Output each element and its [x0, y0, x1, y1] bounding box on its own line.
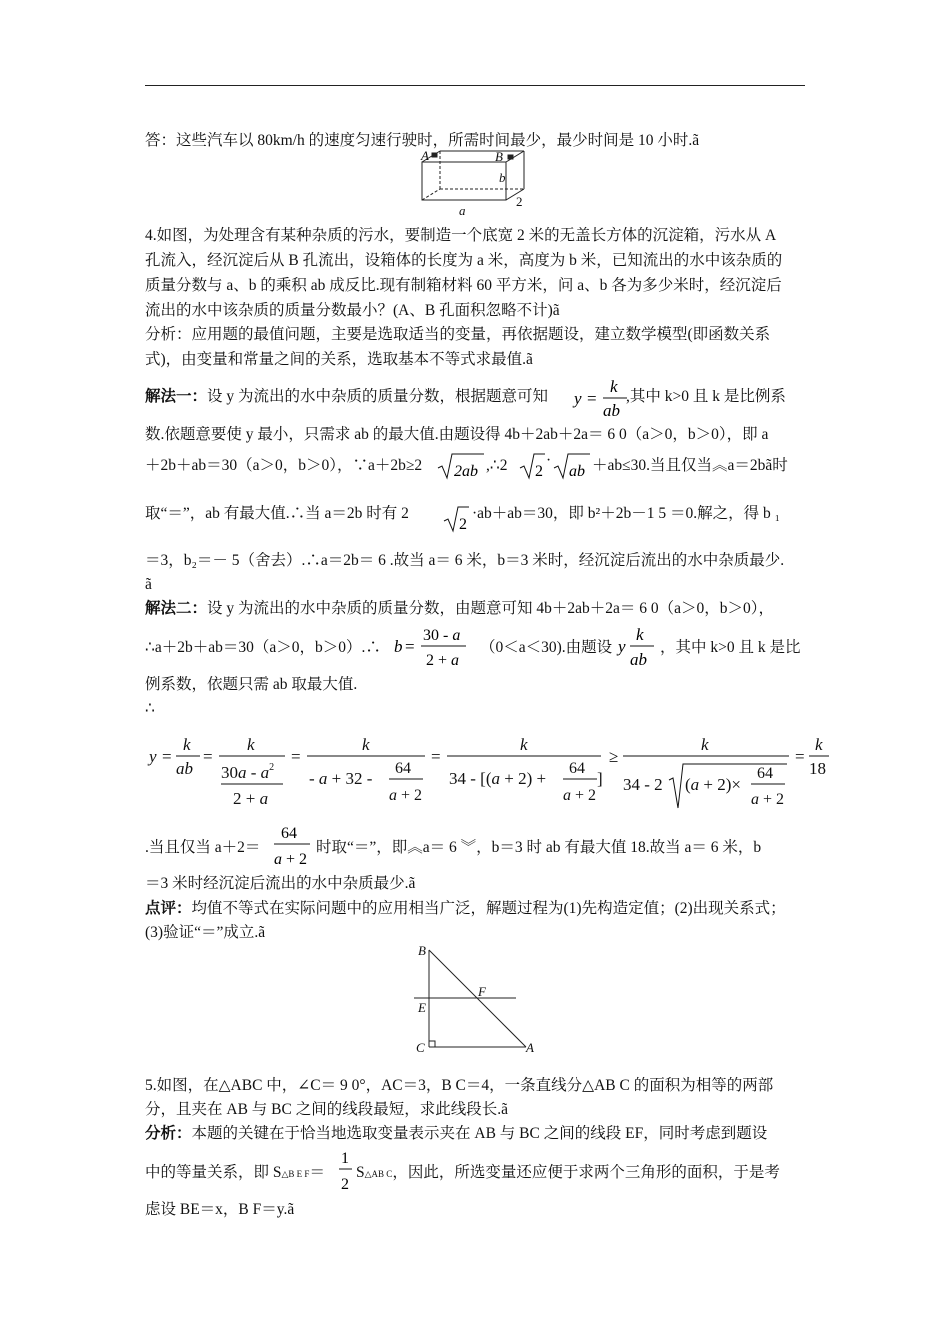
svg-text:2 + a: 2 + a	[233, 789, 269, 808]
svg-text:b: b	[394, 637, 403, 656]
tri-label-c: C	[416, 1040, 425, 1055]
svg-text:k: k	[183, 735, 191, 754]
svg-text:k: k	[636, 625, 644, 644]
m1-label: 解法一：	[145, 388, 208, 405]
svg-text:64: 64	[281, 825, 297, 842]
m1-line-6: ã	[145, 576, 152, 593]
svg-text:18: 18	[809, 759, 826, 778]
p5-a2-prefix: 中的等量关系，即 S	[145, 1164, 282, 1181]
svg-text:1: 1	[341, 1150, 349, 1167]
m2-formula-b	[390, 620, 480, 672]
svg-text:ab: ab	[603, 401, 620, 420]
svg-text:=: =	[203, 747, 213, 766]
box-label-b: b	[499, 170, 506, 185]
m2-label: 解法二：	[145, 600, 208, 617]
svg-text:64: 64	[395, 760, 411, 777]
svg-text:k: k	[520, 735, 528, 754]
svg-text:=: =	[162, 747, 172, 766]
box-label-a-hole: A	[421, 148, 429, 163]
tri-label-f: F	[478, 984, 486, 999]
comment-line-1	[145, 898, 805, 920]
box-label-2: 2	[516, 194, 523, 209]
svg-text:k: k	[362, 735, 370, 754]
m2-last-line: ＝3 米时经沉淀后流出的水中杂质最少.ã	[145, 875, 416, 892]
svg-text:a + 2: a + 2	[751, 791, 785, 808]
svg-text:2: 2	[535, 463, 543, 480]
m2-line-2a: ∴a＋2b＋ab＝30（a＞0，b＞0）.∴	[145, 639, 381, 656]
m2-line-1	[145, 598, 805, 620]
m2-eq-tail2: 时取“＝”，即︽a＝ 6 ︾，b＝3 时 ab 有最大值 18.故当 a＝ 6 米，b	[316, 839, 762, 856]
m1-line-3a: ＋2b＋ab＝30（a＞0，b＞0），∵a＋2b≥2	[145, 457, 423, 474]
p5-a2-s: S	[356, 1164, 365, 1181]
p5-a1-text: 本题的关键在于恰当地选取变量表示夹在 AB 与 BC 之间的线段 EF，同时考虑到题设	[191, 1125, 768, 1142]
p5-analysis-3: 虑设 BE＝x，B F＝y.ã	[145, 1201, 295, 1218]
svg-text:k: k	[610, 377, 618, 396]
p5-analysis-1	[145, 1123, 805, 1145]
svg-text:- a + 32 -: - a + 32 -	[309, 769, 373, 788]
svg-text:=: =	[405, 637, 415, 656]
p5-half-fraction	[338, 1144, 354, 1196]
svg-text:34 - 2: 34 - 2	[623, 775, 663, 794]
m2-formula-y	[614, 620, 664, 672]
svg-text:30 - a: 30 - a	[423, 627, 461, 644]
m1-line-5: ＝3，b₂＝－ 5（舍去）.∴a＝2b＝ 6 .故当 a＝ 6 米，b＝3 米时，经沉淀后流出的水中杂质最少.	[145, 552, 785, 569]
tri-label-a: A	[526, 1040, 534, 1055]
p5-line-1: 5.如图，在△ABC 中，∠C＝ 9 0°，AC＝3，B C＝4，一条直线分△AB C 的面积为相等的两部	[145, 1077, 774, 1094]
m2-frac-64	[270, 818, 314, 870]
m1-line-3c: ＋ab≤30.当且仅当︽a＝2bã时	[592, 457, 788, 474]
comment-line-2: (3)验证“＝”成立.ã	[145, 924, 266, 941]
svg-text:y: y	[618, 637, 626, 656]
box-label-a: a	[459, 203, 466, 218]
svg-text:k: k	[247, 735, 255, 754]
m2-line-2b: （0＜a＜30).由题设	[480, 639, 613, 656]
m1-l1-tail: ,其中 k>0 且 k 是比例系	[626, 388, 786, 405]
p5-a2-eq: ＝	[309, 1164, 325, 1181]
p5-a2-sub1: △B E F	[281, 1169, 310, 1179]
box-label-b-hole: B	[495, 149, 503, 164]
comment-label: 点评：	[145, 900, 192, 917]
p5-line-2: 分，且夹在 AB 与 BC 之间的线段最短，求此线段长.ã	[145, 1101, 508, 1118]
svg-text:(a + 2)×: (a + 2)×	[685, 775, 742, 794]
m1-sqrt-2-b	[442, 503, 470, 535]
svg-text:2 + a: 2 + a	[426, 652, 460, 669]
m1-sqrt-2ab	[436, 450, 486, 482]
svg-text:64: 64	[569, 760, 585, 777]
m2-l1-text: 设 y 为流出的水中杂质的质量分数，由题意可知 4b＋2ab＋2a＝ 6 0（a＞0，b＞0），	[207, 600, 775, 617]
box-figure	[410, 146, 570, 220]
m1-line-4a: 取“＝”，ab 有最大值.∴当 a＝2b 时有 2	[145, 505, 409, 522]
p4-line-3: 质量分数与 a、b 的乘积 ab 成反比.现有制箱材料 60 平方米，问 a、b 各为多少米时，经沉淀后	[145, 277, 782, 294]
svg-text:=: =	[431, 747, 441, 766]
tri-label-e: E	[418, 1000, 426, 1015]
triangle-figure	[408, 940, 548, 1056]
svg-text:y: y	[574, 389, 582, 408]
svg-text:]: ]	[597, 769, 603, 788]
tri-label-b: B	[418, 943, 426, 958]
svg-text:k: k	[701, 735, 709, 754]
p5-a2-sub2: △AB C	[364, 1169, 393, 1179]
svg-text:2: 2	[459, 516, 467, 533]
svg-text:k: k	[815, 735, 823, 754]
p5-analysis-2b	[356, 1162, 816, 1185]
p4-analysis-1: 分析：应用题的最值问题，主要是选取适当的变量，再依据题设，建立数学模型(即函数关系	[145, 326, 771, 343]
p4-analysis-2: 式)，由变量和常量之间的关系，选取基本不等式求最值.ã	[145, 351, 533, 368]
m1-line-2: 数.依题意要使 y 最小，只需求 ab 的最大值.由题设得 4b＋2ab＋2a＝ 6 0（a＞0，b＞0），即 a	[145, 426, 769, 443]
svg-text:2: 2	[341, 1176, 349, 1193]
m2-line-4: ∴	[145, 700, 155, 717]
header-rule	[145, 85, 805, 86]
svg-text:y: y	[149, 747, 157, 766]
svg-text:=: =	[795, 747, 805, 766]
svg-text:≥: ≥	[609, 747, 619, 766]
p4-line-4: 流出的水中该杂质的质量分数最小？(A、B 孔面积忽略不计)ã	[145, 302, 560, 319]
svg-text:=: =	[291, 747, 301, 766]
p5-analysis-label: 分析：	[145, 1125, 192, 1142]
svg-text:30a - a2: $30a - a^2$	[221, 762, 275, 782]
m1-dot: ·	[546, 452, 552, 469]
svg-text:a + 2: a + 2	[563, 787, 597, 804]
comment-l1-text: 均值不等式在实际问题中的应用相当广泛，解题过程为(1)先构造定值；(2)出现关系式；	[191, 900, 786, 917]
m2-line-2c: ，其中 k>0 且 k 是比	[660, 639, 801, 656]
m1-line-4b: ·ab＋ab＝30，即 b²＋2b－1 5 ＝0.解之，得 b ₁	[472, 505, 780, 522]
m1-l1-text: 设 y 为流出的水中杂质的质量分数，根据题意可知	[207, 388, 549, 405]
m1-sqrt-2	[518, 450, 546, 482]
m1-sqrt-ab	[552, 450, 592, 482]
svg-text:=: =	[587, 389, 597, 408]
svg-text:a + 2: a + 2	[274, 851, 308, 868]
p5-a2-rest: ，因此，所选变量还应便于求两个三角形的面积，于是考	[392, 1164, 780, 1181]
m1-line-3b: ,∴2	[486, 457, 508, 474]
m2-line-3: 例系数，依题只需 ab 取最大值.	[145, 676, 358, 693]
svg-text:64: 64	[757, 765, 773, 782]
p4-line-1: 4.如图，为处理含有某种杂质的污水，要制造一个底宽 2 米的无盖长方体的沉淀箱，污水从 A	[145, 227, 777, 244]
svg-text:ab: ab	[569, 463, 585, 480]
svg-text:ab: ab	[176, 759, 193, 778]
svg-text:ab: ab	[630, 650, 647, 669]
svg-text:34 - [(a + 2) +: 34 - [(a + 2) +	[449, 769, 547, 788]
top-answer: 答：这些汽车以 80km/h 的速度匀速行驶时，所需时间最少，最少时间是 10 小时.ã	[145, 132, 700, 149]
svg-text:2ab: 2ab	[454, 463, 478, 480]
m2-eq-tail: .当且仅当 a＋2＝	[145, 839, 261, 856]
m2-inequality-chain	[145, 728, 835, 814]
p4-line-2: 孔流入，经沉淀后从 B 孔流出，设箱体的长度为 a 米，高度为 b 米，已知流出的水中该杂质的	[145, 252, 783, 269]
svg-text:a + 2: a + 2	[389, 787, 423, 804]
